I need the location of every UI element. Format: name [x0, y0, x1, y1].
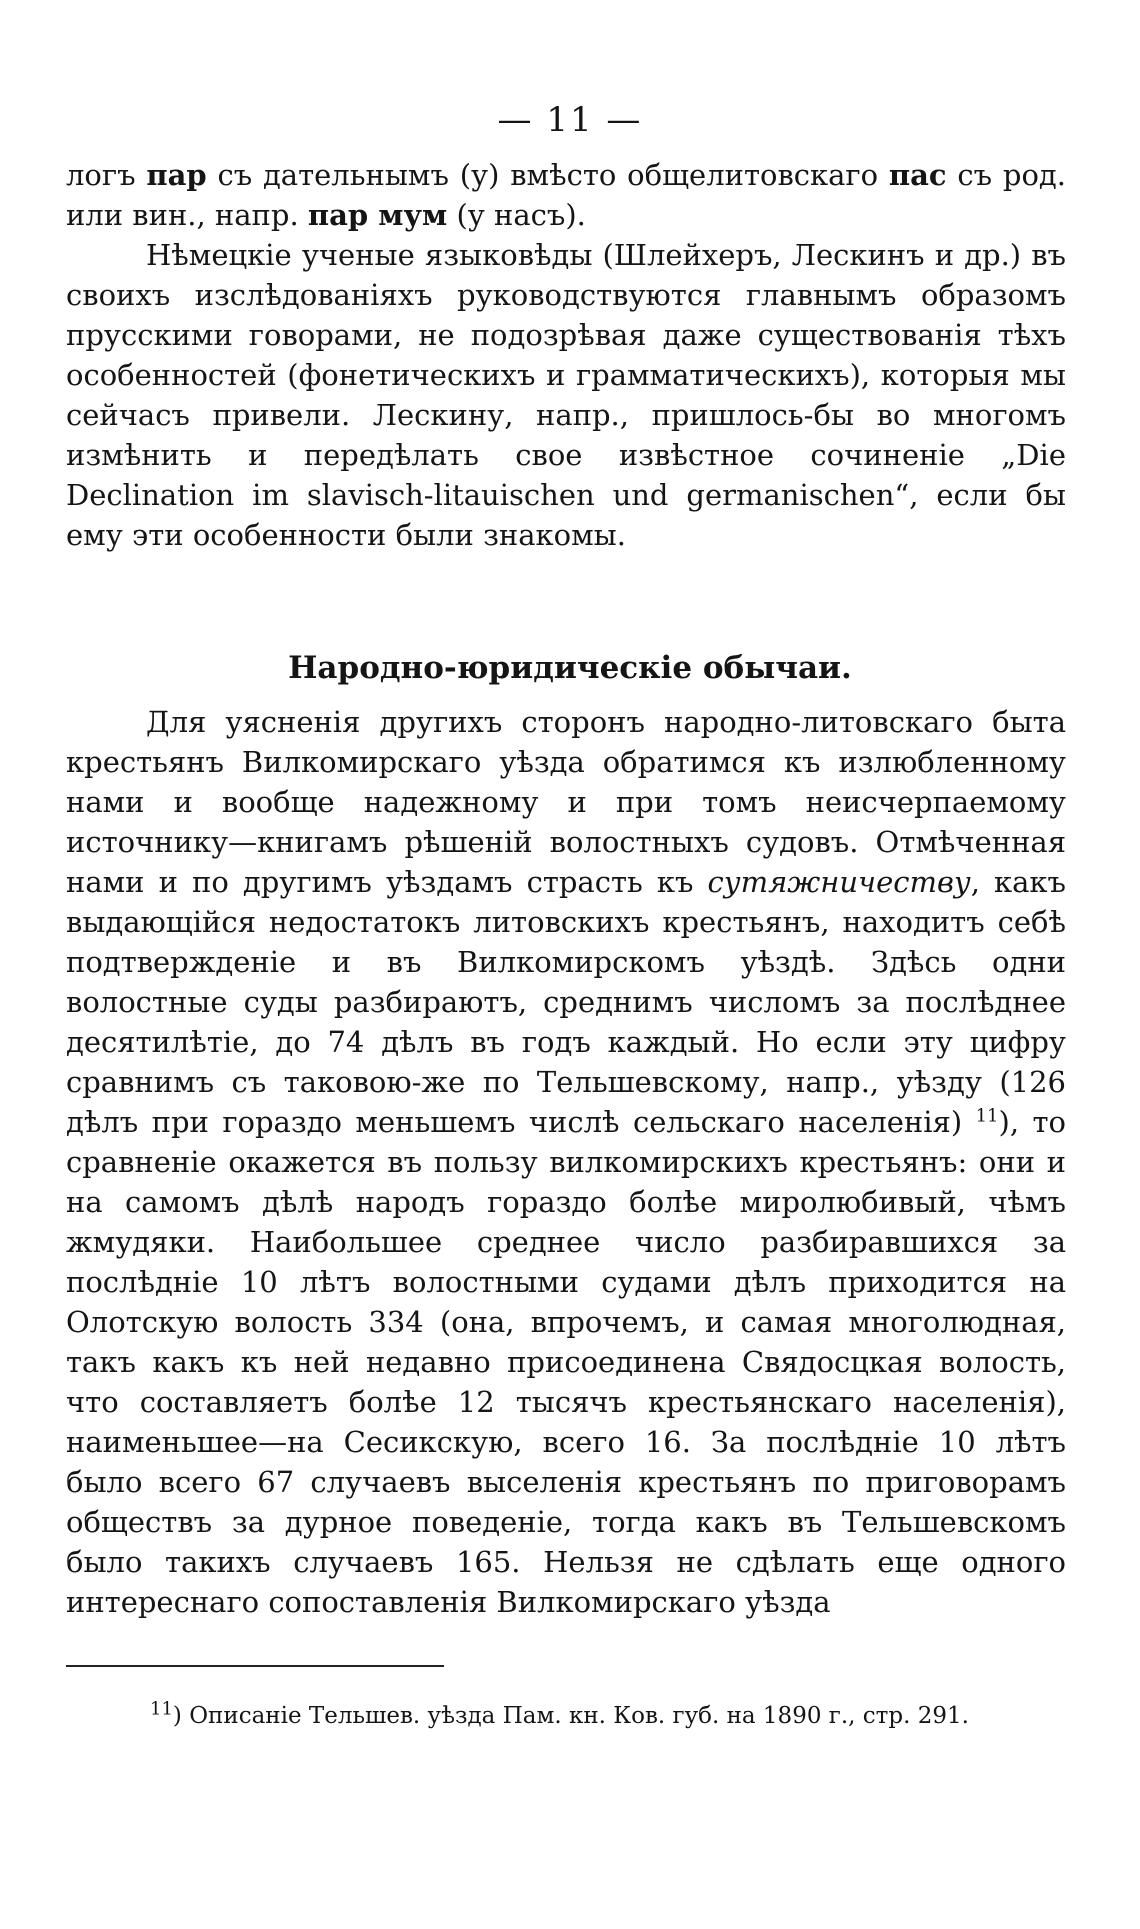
text-run: съ дательнымъ (у) вмѣсто общелитовскаго — [206, 158, 889, 192]
text-run: съ род. или вин., напр. — [66, 158, 1066, 232]
bold-term: пас — [888, 158, 947, 192]
main-text-block — [66, 702, 1066, 1622]
text-run: , какъ выдающійся недостатокъ литовскихъ крестьянъ, находитъ себѣ подтвержденіе и въ Вилкомирскомъ уѣздѣ. Здѣсь одни волостные суды разбираютъ, среднимъ числомъ за послѣднее десятилѣтіе, до 74 дѣлъ въ годъ каждый. Но если эту цифру сравнимъ съ таковою-же по Тельшевскому, напр., уѣзду (126 дѣлъ при гораздо меньшемъ числѣ сельскаго населенія) — [66, 865, 1066, 1139]
footnote — [150, 1698, 1070, 1731]
top-text-block — [66, 155, 1066, 555]
footnote-text: ) Описаніе Тельшев. уѣзда Пам. кн. Ков. губ. на 1890 г., стр. 291. — [172, 1703, 969, 1729]
text-run: логъ — [66, 158, 147, 192]
paragraph-customs — [66, 702, 1066, 1622]
bold-term: пар — [146, 158, 207, 192]
paragraph-continuation — [66, 155, 1066, 235]
bold-term: пар мум — [307, 198, 448, 232]
section-heading: Народно-юридическіе обычаи. — [288, 650, 852, 686]
footnote-ref: 11 — [975, 1105, 999, 1127]
text-run: ), то сравненіе окажется въ пользу вилкомирскихъ крестьянъ: они и на самомъ дѣлѣ народъ гораздо болѣе миролюбивый, чѣмъ жмудяки. Наибольшее среднее число разбиравшихся за послѣдніе 10 лѣтъ волостными судами дѣлъ приходится на Олотскую волость 334 (она, впрочемъ, и самая многолюдная, такъ какъ къ ней недавно присоединена Свядосцкая волость, что составляетъ болѣе 12 тысячъ крестьянскаго населенія), наименьшее—на Сесикскую, всего 16. За послѣдніе 10 лѣтъ было всего 67 случаевъ выселенія крестьянъ по приговорамъ обществъ за дурное поведеніе, тогда какъ въ Тельшевскомъ было такихъ случаевъ 165. Нельзя не сдѣлать еще одного интереснаго сопоставленія Вилкомирскаго уѣзда — [66, 1105, 1067, 1619]
footnote-divider — [66, 1665, 444, 1667]
italic-term: сутяжничеству — [707, 865, 971, 899]
text-run: Для уясненія другихъ сторонъ народно-литовскаго быта крестьянъ Вилкомирскаго уѣзда обратимся къ излюбленному нами и вообще надежному и при томъ неисчерпаемому источнику—книгамъ рѣшеній волостныхъ судовъ. Отмѣченная нами и по другимъ уѣздамъ страсть къ — [66, 705, 1066, 899]
page-number: — 11 — — [497, 100, 643, 140]
paragraph-linguists: Нѣмецкіе ученые языковѣды (Шлейхеръ, Лескинъ и др.) въ своихъ изслѣдованіяхъ руководствуются главнымъ образомъ прусскими говорами, не подозрѣвая даже существованія тѣхъ особенностей (фонетическихъ и грамматическихъ), которыя мы сейчасъ привели. Лескину, напр., пришлось-бы во многомъ измѣнить и передѣлать свое извѣстное сочиненіе „Die Declination im slavisch-litauischen und germanischen“, если бы ему эти особенности были знакомы. — [66, 238, 1066, 552]
text-run: (у насъ). — [447, 198, 586, 232]
footnote-marker: 11 — [150, 1698, 173, 1720]
